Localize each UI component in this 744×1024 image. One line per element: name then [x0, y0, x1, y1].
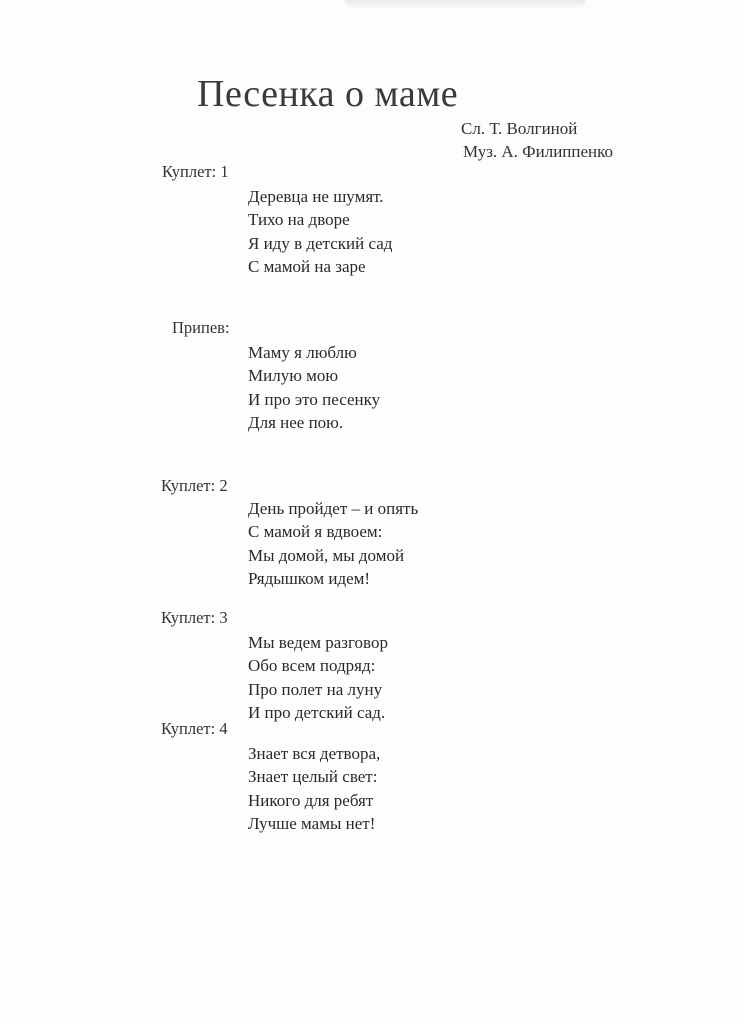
verse-2-label: Куплет: 2	[161, 476, 228, 495]
lyric-line: С мамой я вдвоем:	[248, 522, 383, 542]
verse-1-lines	[248, 185, 392, 279]
verse-3-label: Куплет: 3	[161, 608, 228, 627]
chorus-label: Припев:	[172, 318, 230, 337]
lyric-line: С мамой на заре	[248, 257, 366, 277]
verse-2-lines	[248, 497, 418, 591]
lyric-line: И про детский сад.	[248, 703, 386, 723]
verse-1-label: Куплет: 1	[162, 162, 229, 181]
lyric-line: Тихо на дворе	[248, 210, 350, 230]
lyric-line: И про это песенку	[248, 389, 381, 409]
lyric-line: День пройдет – и опять	[248, 499, 419, 518]
verse-3-lines	[248, 631, 388, 725]
lyric-line: Про полет на луну	[248, 679, 383, 699]
lyric-line: Мы домой, мы домой	[248, 545, 405, 565]
lyric-line: Никого для ребят	[248, 790, 374, 810]
lyrics-credit: Сл. Т. Волгиной	[461, 119, 578, 138]
lyric-line: Для нее пою.	[248, 413, 344, 433]
lyric-line: Маму я люблю	[248, 343, 357, 362]
lyric-line: Милую мою	[248, 366, 339, 386]
music-credit: Муз. А. Филиппенко	[463, 142, 614, 161]
scan-shadow	[345, 0, 585, 10]
song-title: Песенка о маме	[197, 73, 459, 115]
lyric-line: Знает целый свет:	[248, 767, 378, 787]
lyric-line: Знает вся детвора,	[248, 744, 381, 763]
lyric-line: Лучше мамы нет!	[248, 814, 376, 834]
lyric-line: Мы ведем разговор	[248, 633, 388, 652]
verse-4-lines	[248, 742, 380, 836]
lyric-line: Деревца не шумят.	[248, 187, 384, 206]
verse-4-label: Куплет: 4	[161, 719, 228, 738]
lyric-line: Я иду в детский сад	[248, 233, 393, 253]
chorus-lines	[248, 341, 380, 435]
lyric-line: Обо всем подряд:	[248, 656, 376, 676]
lyric-line: Рядышком идем!	[248, 569, 371, 589]
